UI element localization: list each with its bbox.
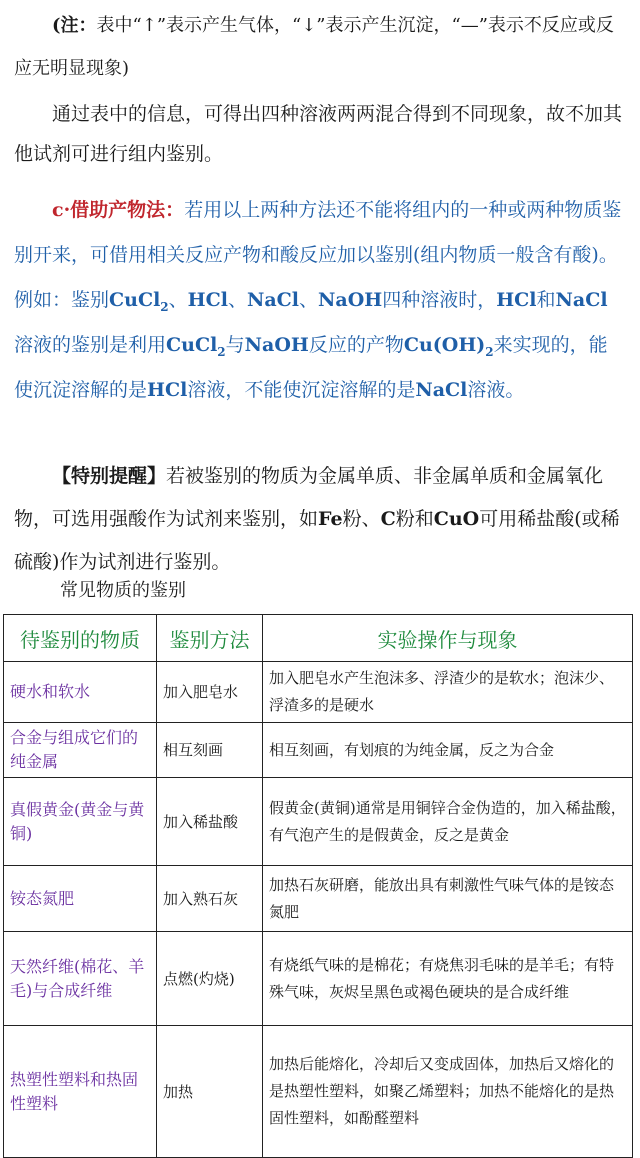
cell-operation: 有烧纸气味的是棉花；有烧焦羽毛味的是羊毛；有特殊气味，灰烬呈黑色或褐色硬块的是合成纤维 [263,932,633,1026]
cell-substance: 热塑性塑料和热固性塑料 [4,1026,157,1158]
text: 与 [225,334,245,356]
formula: Fe [318,508,343,530]
formula: C [380,508,396,530]
formula: HCl [147,379,188,401]
formula: NaCl [246,289,300,311]
method-label: c·借助产物法： [52,199,185,221]
formula: CuCl [166,334,218,356]
cell-method: 加入熟石灰 [157,866,263,932]
text: 若用以上两种方法还不能将组内的一种或两种物质鉴别开来，可借用相关反应产物和酸反应加以鉴别(组内物质一般含有酸)。例如：鉴别 [14,199,622,311]
note-body: 表中“↑”表示产生气体，“↓”表示产生沉淀，“—”表示不反应或反应无明显现象) [14,15,614,79]
cell-operation: 加热石灰研磨，能放出具有刺激性气味气体的是铵态氮肥 [263,866,633,932]
formula-sub: 2 [485,344,494,359]
text: 粉、 [342,508,381,530]
table-row [4,778,633,866]
formula: HCl [496,289,537,311]
text: 和 [536,289,556,311]
text: 来实现的，能使沉淀溶解的是 [14,334,608,401]
formula: NaOH [318,289,383,311]
table-row [4,1026,633,1158]
text: 可用稀盐酸(或稀硫酸)作为试剂进行鉴别。 [14,508,620,573]
cell-operation: 加热后能熔化，冷却后又变成固体，加热后又熔化的是热塑性塑料，如聚乙烯塑料；加热不能熔化的是热固性塑料，如酚醛塑料 [263,1026,633,1158]
text: 四种溶液时， [382,289,497,311]
text: 、 [168,289,188,311]
note-head: (注： [52,15,97,36]
table-row [4,866,633,932]
text: 若被鉴别的物质为金属单质、非金属单质和金属氧化物，可选用强酸作为试剂来鉴别，如 [14,465,604,530]
reminder-tag: 【特别提醒】 [52,465,167,487]
identification-table [3,614,633,1158]
cell-operation: 相互刻画，有划痕的为纯金属，反之为合金 [263,723,633,778]
formula-sub: 2 [217,344,226,359]
cell-method: 点燃(灼烧) [157,932,263,1026]
formula: NaCl [415,379,468,401]
cell-operation: 加入肥皂水产生泡沫多、浮渣少的是软水；泡沫少、浮渣多的是硬水 [263,662,633,723]
table-caption: 常见物质的鉴别 [60,580,186,601]
cell-substance: 合金与组成它们的纯金属 [4,723,157,778]
cell-method: 加热 [157,1026,263,1158]
paragraph-product-method [14,188,626,413]
formula: HCl [187,289,228,311]
paragraph-conclusion-text: 通过表中的信息，可得出四种溶液两两混合得到不同现象，故不加其他试剂可进行组内鉴别。 [14,103,623,165]
formula: Cu(OH) [403,334,486,356]
formula: NaCl [555,289,608,311]
cell-substance: 天然纤维(棉花、羊毛)与合成纤维 [4,932,157,1026]
text: 粉和 [395,508,434,530]
paragraph-conclusion [14,94,626,174]
text: 、 [299,289,319,311]
paragraph-special-reminder [14,455,626,584]
cell-method: 加入肥皂水 [157,662,263,723]
formula: CuO [433,508,480,530]
table-row [4,662,633,723]
formula: CuCl [109,289,161,311]
header-operation: 实验操作与现象 [263,615,633,662]
table-header-row [4,615,633,662]
cell-substance: 真假黄金(黄金与黄铜) [4,778,157,866]
header-method: 鉴别方法 [157,615,263,662]
text: 反应的产物 [308,334,404,356]
cell-operation: 假黄金(黄铜)通常是用铜锌合金伪造的，加入稀盐酸，有气泡产生的是假黄金，反之是黄金 [263,778,633,866]
text: 、 [227,289,247,311]
table-note [14,4,626,90]
text: 溶液。 [467,379,525,401]
cell-method: 加入稀盐酸 [157,778,263,866]
cell-substance: 硬水和软水 [4,662,157,723]
table-row [4,723,633,778]
cell-substance: 铵态氮肥 [4,866,157,932]
table-row [4,932,633,1026]
cell-method: 相互刻画 [157,723,263,778]
text: 溶液的鉴别是利用 [14,334,167,356]
text: 溶液，不能使沉淀溶解的是 [187,379,416,401]
formula-sub: 2 [160,299,169,314]
header-substance: 待鉴别的物质 [4,615,157,662]
formula: NaOH [244,334,309,356]
